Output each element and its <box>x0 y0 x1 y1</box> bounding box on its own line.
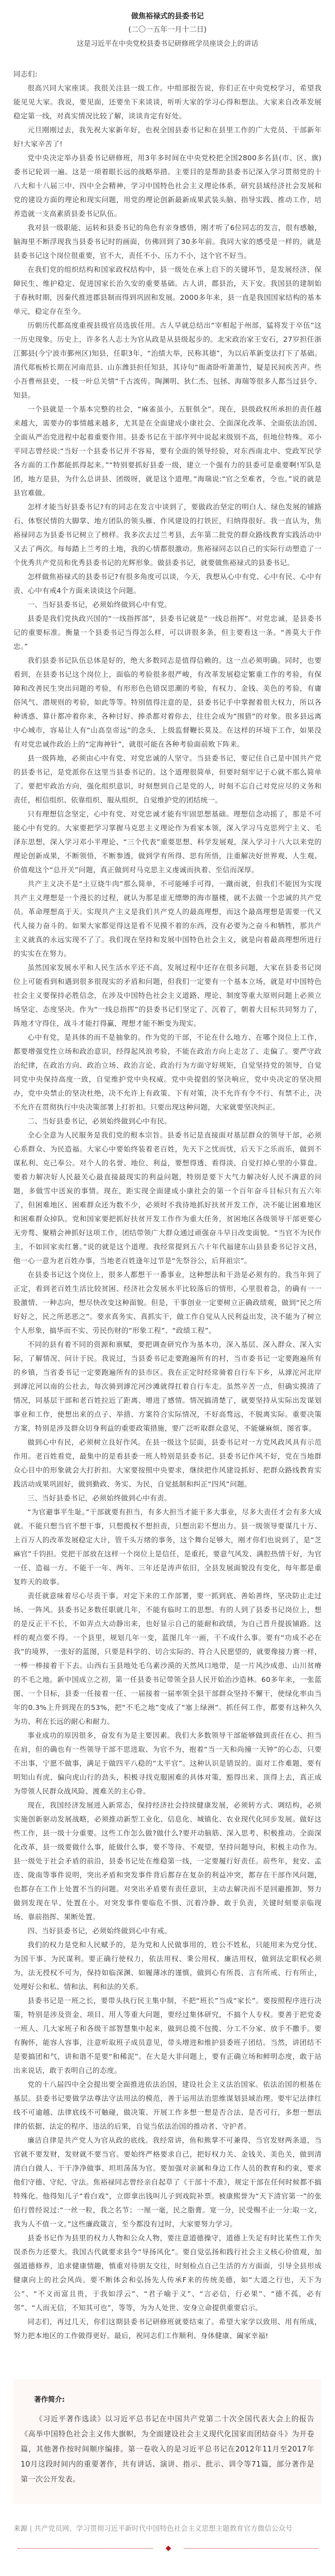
footer-divider <box>18 2546 318 2550</box>
body-paragraph: 县一级阵地，必须由心中有党、对党忠诚的人坚守。当县委书记，要记住自己是中国共产党的县委书记，是党派你在这里当县委书记的。这个道理很简单，但要时刻牢记于心就不那么简单了。要把牢政治方向，强化组织意识，时刻想到自己是党的人，时刻不忘自己对党应尽的义务和责任，相信组织、依靠组织、服从组织，自觉维护党的团结统一。 <box>13 754 322 804</box>
body-paragraph: 党的十八届四中全会提出要全面推进依法治国，建设社会主义法治国家。依法治国的根基在基层。县委书记要做学法尊法守法用法的模范，善于运用法治思维谋划县域治理。要牢记法律红线不可逾越、法律底线不可触碰，做决策、开展工作多想一想是否合法、是否可行，多想一想法律的依据、法定的程序、违法的后果，自觉当依法治国的推动者、守护者。 <box>13 2080 322 2130</box>
body-paragraph: 虽然国家发展水平和人民生活水平还不高，发展过程中还存在很多问题，大家在县委书记岗位上可能看到和遇到很多很现实的矛盾和问题，但我们一定要有一个基本立场，就是对中国特色社会主义要保持必胜信念，在涉及中国特色社会主义道路、理论、制度等重大原则问题上必须立场坚定、态度坚决。作为“一线总指挥”的县委书记们坚定了、沉着了，朝着大目标共同努力了，阵地才守得住，战斗才能打得赢，理想才能不断变为现实。 <box>13 963 322 1027</box>
book-intro-text: 《习近平著作选读》以习近平总书记在中国共产党第二十次全国代表大会上的报告《高举中国特色社会主义伟大旗帜，为全面建设社会主义现代化国家而团结奋斗》为开卷篇，其他著作按时间顺序编排。第一卷收入的是习近平总书记在2012年11月至2017年10月这段时间内的重要著作，共有讲话、演讲、指示、批示、训令等71篇，部分著作是第一次公开发表。 <box>21 2415 314 2484</box>
book-intro-box <box>13 2379 322 2504</box>
body-paragraph: 县委书记作为县里的权力人物和公众人物，要注意道德操守，道德上失足有时比某些工作失误杀伤力还要大。我国古代就要求县令“导扬风化”。要自觉弘扬和践行社会主义核心价值观，加强道德修养，追求健康情趣，慎重对待朋友交往，时刻检点自己生活的方方面面，引导全县形成健康向上的社会风尚。要不断体会和弘扬先人传承F来的传统美德，如“大道之行也，天下为公”、“不义而富且贵，于我如浮云”、“君子喻于义”、“言必信，行必果”、“德不孤，必有邻”、“人而无信，不知其可也”，等等，为为人处世、安身立命提供重要启示。 <box>13 2234 322 2312</box>
body-paragraph: 同志们，再过几天，你们这期县委书记研修班就要结束了。希望大家学以致用、用有所成，努力把本地区的工作做得更好。最后，祝同志们工作顺利、身体健康、阖家幸福! <box>13 2317 322 2340</box>
source-text: 共产党员网、学习贯彻习近平新时代中国特色社会主义思想主题教育官方微信公众号 <box>34 2524 293 2532</box>
body-paragraph: 很高兴同大家座谈。我很关注县一级工作。中组部报告说，你们正在中央党校学习，希望我能见见大家。我说，要见面，还要坐下来谈谈，听听大家的学习心得和想法。大家来自改革发展稳定第一线，对真实情况比较了解，谈谈肯定有好处。 <box>13 84 322 120</box>
section-heading: 二、当好县委书记，必须始终做到心中有民。 <box>27 1117 172 1125</box>
body-paragraph: 现在，我国经济发展进入新常态，保持经济社会持续健康发展，必须转方式、调结构，必须实施创新驱动发展战略，必须推动新型工业化、信息化、城镇化、农业现代化同步发展。做好这些工作，县一级十分重要。这些工作怎么做?做什么?要开动脑筋、深入思考、积极推动。全面深化改革，县一级要做什么事，能做什么事，要不等待、不观望，坚持问题导向，积极主动作为。县一级处于社会矛盾的前沿，县委书记处在维稳第一线，一定要履行好责任。前些年，瓮安、孟连、陇南等事件说明，突出矛盾和突发事件背后都存在复杂的利益冲突，都存在干部作风问题，也都存在工作上处置不当的问题。对突出矛盾要有责任意识，主动去解决而不是回避推卸，努力做到发现在早、处置在小。对突发事件要临危不惧、沉着冷静、敢于负责，关键时刻要亲临现场、靠前指挥、果断处置。 <box>13 1801 322 1921</box>
body-paragraph: 一个县就是一个基本完整的社会，“麻雀虽小，五脏俱全”。现在，县级政权所承担的责任越来越大，需要办的事情越来越多，尤其是在全面建成小康社会、全面深化改革、全面依法治国、全面从严治党进程中起着重要作用。县委书记在干部序列中说起来级别不高，但地位特殊。邓小平同志曾经说:“当好一个县委书记并不容易，要有全面的领导经验，对东西南北中、党政军民学各方面的工作都能抓得起来。”“特别要抓好县委一级，建立一个强有力的县委可是重要啊!军队是团，地方是县，为什么总讲县、团级呀，就是这个道理。”海瑞说:“官之至难者，令也。”说的就是县官难做。 <box>13 405 322 497</box>
body-paragraph: 只有理想信念坚定，心中有党、对党忠诚才能有牢固思想基础。理想信念动摇了，那是不可能心中有党的。大家要把学习掌握马克思主义理论作为看家本领，深入学习马克思列宁主义、毛泽东思想，深入学习邓小平理论、“三个代表”重要思想、科学发展观，深入学习十八大以来党的理论创新成果，不断领悟，不断参透，做到学有所得、思有所悟，注重解决好世界观、人生观、价值观这个“总开关”问题，真正做到对马克思主义虔诚而执着、至信而深厚。 <box>13 810 322 874</box>
body-paragraph: 在我们党的组织结构和国家政权结构中，县一级处在承上启下的关键环节，是发展经济、保障民生、维护稳定、促进国家长治久安的重要基础。古人讲，郡县治，天下安。我国县的建制始于春秋时期，因秦代推进郡县制而得到巩固和发展。2000多年来，县一直是我国国家结构的基本单元，稳定存在至今。 <box>13 265 322 316</box>
body-paragraph: 责任就意味着尽心尽责干事。对定下来的工作部署，要一抓到底、善始善终，坚决防止走过场、一阵风。县委书记多数任职就几年，不能有临时工的思想。有的人到了县委书记岗位上，想的是反正干不长，不如弄点大动静出来，也好显示自己的能耐和政绩，为自己晋升提拔铺路。这样的观点要不得。一个县里，规划几年一变，蓝图几年一画，干不成什么事。要有“功成不必在我”的境界，一张好的蓝图，只要是科学的、切合实际的、符合人民愿望的，就要像接力赛一样，一棒一棒接着干下去。山西右玉县地处毛乌素沙漠的天然风口地带，是一片风沙成患、山川贫瘠的不毛之地。新中国成立之初，第一任县委书记带领全县人民开始治沙造林。60多年来，一张蓝图、一个目标，县委一任接着一任、一届接着一届率领全县干部群众坚持不懈干，使绿化率由当年的0.3%上升到现在的53%，把“不毛之地”变成了“塞上绿洲”。抓任何工作，都要有这种久久为功、利在长远的耐心和耐力。 <box>13 1592 322 1726</box>
book-intro-title: 著作简介: <box>34 2395 65 2403</box>
body-paragraph: 不同的县有着不同的资源和禀赋，要把调查研究作为基本功，深入基层、深入群众、深入实际，了解情况、问计于民。我说过，当县委书记走要跑遍所有的村，当市委书记一定要跑遍所有的乡镇，当省委书记一定要跑遍所有的县市区。我在正定时经常骑着自行车下乡，从滹沱河北岸到滹沱河以南的公社去，每次骑到滹沱河沙滩就得扛着自行车走。虽然辛苦一点，但确实摸清了情况，同基层干部和老百姓拉近了距离、增进了感情。情况搞清楚了，就要坚持从实际出发谋划事业和工作，使想出来的点子、举措、方案符合实际情况，不好高骛远，不脱离实际。重要决策方案，特别是涉及群众切身利益的重要政策措施，要广泛听取群众意见，不能嫌麻烦、图省事。 <box>13 1340 322 1432</box>
section-heading: 四、当好县委书记，必须始终做到心中有戒。 <box>27 1927 172 1935</box>
paragraph-list <box>13 81 322 2343</box>
source-separator: | <box>30 2524 32 2532</box>
salutation: 同志们: <box>13 70 38 78</box>
article-title: 做焦裕禄式的县委书记 <box>131 12 204 21</box>
source-line <box>13 2523 322 2533</box>
body-paragraph: 县委书记是一班之长，要带头执行民主集中制，不把“班长”当成“家长”。要按照程序进行决策，特别是涉及资金、项目、用人等重大问题，要经过集体研究，不搞个人专权。要善于把党委一班人、几大家班子和各级干部智慧集中起来，做到总揽不包揽、分工不分家、放手不撒手。要有胸怀，能容人容事，注意听取班子成员意见，带头增进和维护县委班子团结。当然，讲团结不是要搞团和气，讲和谐不是要“和稀泥”。在大是大非问题上，要有正确立场和鲜明态度，敢于站出来说话，敢于表明自己的态度。 <box>13 1996 322 2075</box>
body-paragraph: 历朝历代都高度重视县级官员选拔任用。古人早就总结出“宰相起于州部，猛将发于卒伍”这一历史现象。历史上，许多名人志士为官从政是从县级起步的。北宋政治家王安石，27岁担任浙江鄞县(今宁波市鄞州区)知县，任职3年，“治绩大举，民称其德”，为以后革新变法打下了基础。清代郑板桥长期在河南范县、山东潍县担任知县，其诗句“衙斋卧听萧萧竹，疑是民间疾苦声。些小吾曹州县吏，一枝一叶总关情”千古流传。陶渊明、狄仁杰、包拯、海瑞等很多人都当过县令、知县。 <box>13 321 322 399</box>
article-date: (二〇一五年一月十二日) <box>128 26 207 34</box>
body-paragraph: 在县委书记这个岗位上，很多人都想干一番事业，这种想法和干劲是必须有的。我当年到了正定，看到老百姓生活比较贫困、经济社会发展水平比较落后的情形，心里很着急，的确有一一股激情、一种志向，想尽快改变这种面貌。但是，干事创业一定要树立正确政绩观，做到“民之所好好之，民之所恶恶之”。要求真务实、真抓实干，做工作自觉从人民利益出发，决不能为了树立个人形象，搞华而不实、劳民伤财的“形象工程”、“政绩工程”。 <box>13 1270 322 1335</box>
body-paragraph: 怎样做焦裕禄式的县委书记?有很多角度可以谈，今天，我想从心中有党、心中有民、心中有责、心中有戒4个方面来谈谈这个问题。 <box>13 572 322 595</box>
body-paragraph: 事业成功的原因很多，奋发有为是主要因素。我们大多数领导干部能够做到责任在心、担当在肩，但的确也有一些领导干部不思进取、为官不为，抱着“当一天和尚撞一天钟”的心态，只要不出事，宁愿不做事，满足于做四平八稳的“太平官”。这种认识是错误的。面对工作难题，要有明知山有虎、偏向虎山行的劲头，积极寻找克服困难的具体对策，豁得出来、顶得上去，真正成为带领人民群众战风险、渡难关的主心骨。 <box>13 1731 322 1795</box>
body-paragraph: 全心全意为人民服务是我们党的根本宗旨。县委书记是直接面对基层群众的领导干部，必须心系群众、为民造福。大家心中要始终装着老百姓，先天下之忧而忧，后天下之乐而乐，做到不谋私利、克己奉公。对个人的名誉、地位、利益，要想得透、看得淡，自觉打掉心里的小算盘。要着力解决好人民最关心最直接最现实的利益问题，特别是要下大气力解决好人民不满意的问题，多做雪中送炭的事情。现在，距实现全面建成小康社会的第一个百年奋斗目标只有五六年了，但困难地区、困难群众还为数不少，必须时不我待地抓好扶贫开发工作，决不能让困难地区和困难群众掉队。党和国家要把抓好扶贫开发工作作为重大任务，贫困地区各级领导干部更要心无旁骛、聚精会神抓好这项工作，团结带领广大群众通过顽强奋斗早日改变面貌。“当官不为民作主，不如回家卖红薯。”说的就是这个道理。我经常提到五六十年代福建东山县县委书记谷文昌，他一心一意为老百姓办事，当地老百姓逢年过节是“先祭谷公，后拜祖宗”。 <box>13 1131 322 1265</box>
body-paragraph: 我们县委书记队伍总体是好的，绝大多数同志是值得信赖的。这一点必须明确。同时，也要看到，在县委书记这个岗位上，面临的考验很多很严峻，有改革发展稳定繁重工作的考验，有保障和改善民生突出问题的考验，有形形色色错误思潮的考验，有权力、金钱、美色的考验，有庸俗风气、潜规则的考验，如此等等。特别值得注意的是，县委书记手中掌握着很大权力，所以各种诱惑、算计都冲着你来，各种讨好、捧杀都对着你去，往往会成为“围猎”的对象。很多县远离中心城市，容易让人有“山高皇帝远”的念头，上级监督鞭长莫及。在这样的环境下工作，如果没有对党忠诚作政治上的“定海神针”，就很可能在各种考验面前败下阵来。 <box>13 656 322 748</box>
body-paragraph: 我们的权力是党和人民赋予的，是为党和人民做事用的，姓公不姓私，只能用来为党分忧、为国干事、为民谋利。要正确行使权力，依法用权、秉公用权、廉洁用权，做到法定职权必须为，法无授权不可为，保持如临深渊、如履薄冰的谨慎，做到心有所畏、言有所戒、行有所止，处理好公和私、情和法、利和法的关系。 <box>13 1941 322 1991</box>
body-paragraph: 做到心中有民，必须树立良好作风。在县一级这个层面，县委书记对一方党风政风具有示范作用。老百姓看党，最集中的是看县委一班人特别是县委书记。县委书记作风不好，党在当地群众心目中的形象就会大打折扣。大家要按照中央要求，继续把作风建设抓好、把群众路线教育实践活动成果巩固好，做到勤政、务实、为民，自觉抵制和纠正“四风”问题。 <box>13 1438 322 1488</box>
diamond-icon <box>165 2546 171 2551</box>
body-paragraph: 怎样才能当好县委书记?有的同志在发言中谈到了，要做政治坚定的明白人、绿色发展的铺路石、体察民情的大脚掌、地方团队的领头雁、作风建设的打铁匠，归纳得很好。我一直认为，焦裕禄同志为县委书记树立了榜样。我多次去过兰考县，去年第二批党的群众路线教育实践活动中又去了两次。每每踏上兰考的土地，我的心情都很激动。焦裕禄同志以自己的实际行动塑造了一个优秀共产党员和优秀县委书记的光辉形象。做县委书记，就要做焦裕禄式的县委书记。 <box>13 503 322 567</box>
body-paragraph: 共产主义决不是“土豆烧牛肉”那么简单，不可能唾手可得，一蹴而就，但我们不能因为实现共产主义理想是一个漫长的过程，就认为那是虚无缥缈的海市蜃楼，就不去做一个忠诚的共产党员。革命理想高于天。实现共产主义是我们共产党人的最高理想，而这个最高理想是需要一代又代人接力奋斗的。如果大家都觉得这是看不见摸不着的东西，没有必要为之奋斗和牺牲，那共产主义就真的永远实现不了了。我们现在坚持和发展中国特色社会主义，就是向着最高理想所进行的实实在在努力。 <box>13 880 322 958</box>
body-paragraph: 心中有党，是具体的而不是抽象的。作为党的干部，不论在什么地方、在哪个岗位上工作，都要增强党性立场和政治意识，经得起风浪考验，不能在政治方向上走岔了、走偏了。要严守政治纪律，在政治方向、政治立场、政治言论、政治行为方面守好规矩，自觉坚持党的领导，自觉同党中央保持高度一致，自觉维护党中央权威。党中央提倡的坚决响应，党中央决定的坚决照办，党中央禁止的坚决杜绝，决不允许上有政策、下有对策，决不允许有令不行、有禁不止，决不允许在贯彻执行中央决策部署上打折扣。只要出现这种问题，大家就要坚决纠正。 <box>13 1033 322 1111</box>
body-paragraph: 我对县一级职能、运转和县委书记的角色有亲身感悟，刚才听了6位同志的发言，很有感触，脑海里不断浮现我当县委书记时的画面，仿佛回到了30多年前。我同大家的感受是一样的，就是县委书记这个岗位很重要，官不大，责任不小、压力不小，这个官不好当。 <box>13 223 322 260</box>
body-paragraph: 党中央决定举办县委书记研修班，用3年多时间在中央党校把全国2800多名县(市、区、旗)委书记轮训一遍。这是一项着眼长远的战略举措。主要目的是帮助县委书记深入学习贯彻党的十八大和十八届三中、四中全会精神，学习中国特色社会主义理论体系，研究县域经济社会发展和党的建设方面的理论和现实问题，用党的理论创新最新成果武装头脑、指导实践、推动工作，培养造就一支高素质县委书记队伍。 <box>13 154 322 218</box>
section-heading: 一、当好县委书记，必须始终做到心中有党。 <box>27 600 172 609</box>
body-paragraph: 廉洁自律是共产党人为官从政的底线。我经常讲，鱼和熊掌不可兼得，当官发财两条道，当官就不要发财，发财就不要当官。要始终严格要求自己，把好权力关、金钱关、美色关，做到清清白白做人、干干净净做事、坦坦荡荡为官。要加强对亲属和身边工作人员的教育和约束，要求他们守德、守纪、守法。焦裕禄同志曾经亲自起草了《干部十不准》，规定干部在任何时候都不搞特殊化。他得知儿子“看白戏”，立即拿出钱叫儿子到戏院补票。被康熙誉为“天下清官第一”的张伯行曾经说过:“一丝一粒，我之名节；一厘一毫，民之脂膏。宽一分，民受赐不止一分:取一文，我为人不值一文。”这些廉政箴言，至今都没有过时，大家要努力学习。 <box>13 2136 322 2228</box>
section-heading: 三、当好县委书记，必须始终做到心中有责。 <box>27 1494 172 1502</box>
article-note: 这是习近平在中央党校县委书记研修班学员座谈会上的讲话 <box>76 39 259 47</box>
body-paragraph: “为官避事平生耻。”干部就要有担当，有多大担当才能干多大事业，尽多大责任才会有多大成就。不能只想当官不想干事，只想揽权不想担责，只想出彩不想出力。县一级领导要谋几十万、上百万人的改革发展稳定大计，管千头万绪的事务，这个舞台足够大，刚才你们也说到了，是“芝麻官”千钧担。党把干部放在这样一个岗位上是信任，是重托，要意气风发、满腔热情干好，为官一任、造福一方。不能干一年、两年、三年还是涛声依旧，全县发展面貌没有变化，每年都是重复昨天的故事。 <box>13 1508 322 1586</box>
source-label: 来源 <box>13 2524 28 2532</box>
divider-line-left <box>18 2548 153 2549</box>
article-body <box>13 67 322 2343</box>
body-paragraph: 县委是我们党执政兴国的“一线指挥部”，县委书记就是“一线总指挥”。对党忠诚，是县委书记的重要标准。衡量一个县委书记当得怎么样，可以讲很多条，但主要看这一条。“善莫大于作忠。” <box>13 614 322 651</box>
body-paragraph: 元旦刚刚过去，我先祝大家新年好，也祝全国县委书记和在县里工作的广大党员、干部新年好!大家辛苦了! <box>13 126 322 148</box>
divider-line-right <box>184 2548 319 2549</box>
